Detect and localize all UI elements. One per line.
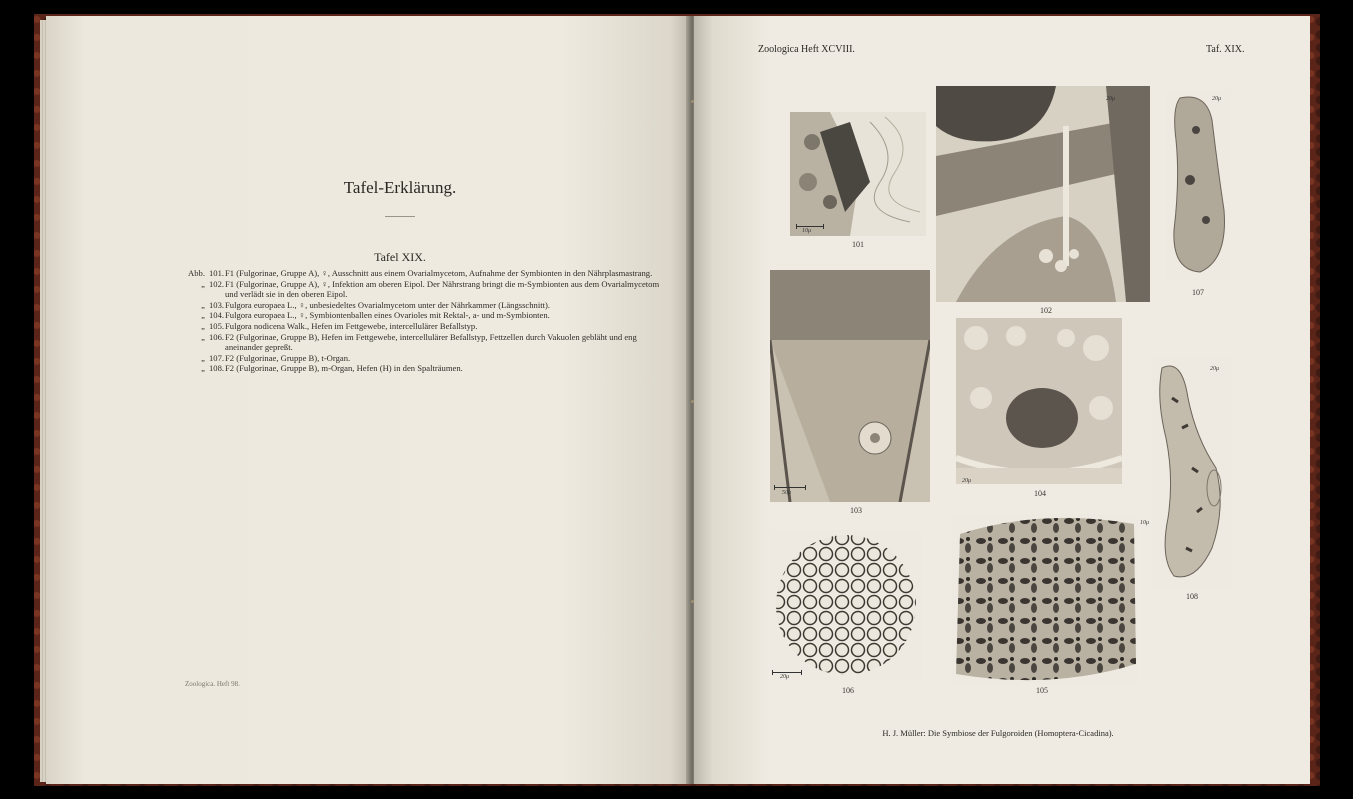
figure-label-108: 108 (1186, 592, 1198, 601)
list-item: „ 103. Fulgora europaea L., ♀, unbesiedeltes Ovarialmycetom unter der Nährkammer (Längsschnitt). (201, 299, 551, 310)
figure-label-102: 102 (1040, 306, 1052, 315)
figure-label-105: 105 (1036, 686, 1048, 695)
list-item: „ 106. F2 (Fulgorinae, Gruppe B), Hefen im Fettgewebe, intercellulärer Befallstyp, Fettzellen durch Vakuolen gebläht und eng aneinander gepreßt. (201, 331, 637, 353)
list-item: „ 102. F1 (Fulgorinae, Gruppe A), ♀, Infektion am oberen Eipol. Der Nährstrang bringt die m-Symbionten aus dem Ovarialmycetom und verlädt sie in den oberen Eipol. (201, 278, 660, 300)
figure-label-107: 107 (1192, 288, 1204, 297)
scale-label: 20μ (1210, 366, 1220, 372)
scale-label: 50μ (782, 490, 792, 496)
plate-number: Taf. XIX. (1206, 44, 1245, 55)
scale-label: 20μ (962, 478, 972, 484)
figure-107 (1166, 90, 1230, 280)
page-footer: Zoologica. Heft 98. (185, 680, 240, 688)
figure-101 (790, 112, 926, 236)
list-item: Abb. 101. F1 (Fulgorinae, Gruppe A), ♀, Ausschnitt aus einem Ovarialmycetom, Aufnahme der Symbionten in den Nährplasmastrang. (188, 268, 653, 278)
list-item: „ 107. F2 (Fulgorinae, Gruppe B), t-Organ. (201, 352, 351, 363)
plate-subtitle: Tafel XIX. (374, 250, 426, 264)
figure-label-104: 104 (1034, 489, 1046, 498)
figure-108 (1152, 358, 1232, 588)
scale-bar (774, 487, 806, 488)
title-divider (385, 216, 415, 217)
figure-102 (936, 86, 1150, 302)
figure-106 (770, 530, 922, 680)
scale-label: 10μ (802, 228, 812, 234)
list-item: „ 108. F2 (Fulgorinae, Gruppe B), m-Organ, Hefen (H) in den Spalträumen. (201, 363, 463, 374)
scale-label: 20μ (1106, 96, 1116, 102)
figure-label-103: 103 (850, 506, 862, 515)
scale-bar (796, 226, 824, 227)
figure-105 (952, 514, 1138, 684)
scale-bar (772, 672, 802, 673)
scale-label: 20μ (1212, 96, 1222, 102)
page-title: Tafel-Erklärung. (343, 178, 457, 197)
scale-label: 20μ (780, 674, 790, 680)
figure-103 (770, 270, 930, 502)
plate-explanation-list (172, 268, 662, 374)
figure-label-101: 101 (852, 240, 864, 249)
list-item: „ 104. Fulgora europaea L., ♀, Symbiontenballen eines Ovarioles mit Rektal-, a- und m-Symbionten. (201, 310, 550, 321)
binding-hole (691, 400, 694, 403)
list-item: „ 105. Fulgora nodicena Walk., Hefen im Fettgewebe, intercellulärer Befallstyp. (201, 320, 478, 331)
left-page (46, 16, 690, 784)
plate-caption: H. J. Müller: Die Symbiose der Fulgoroiden (Homoptera-Cicadina). (882, 728, 1114, 738)
binding-hole (691, 600, 694, 603)
binding-hole (691, 100, 694, 103)
journal-header: Zoologica Heft XCVIII. (758, 44, 855, 55)
scale-label: 10μ (1140, 520, 1150, 526)
figure-label-106: 106 (842, 686, 854, 695)
figure-104 (956, 318, 1122, 484)
